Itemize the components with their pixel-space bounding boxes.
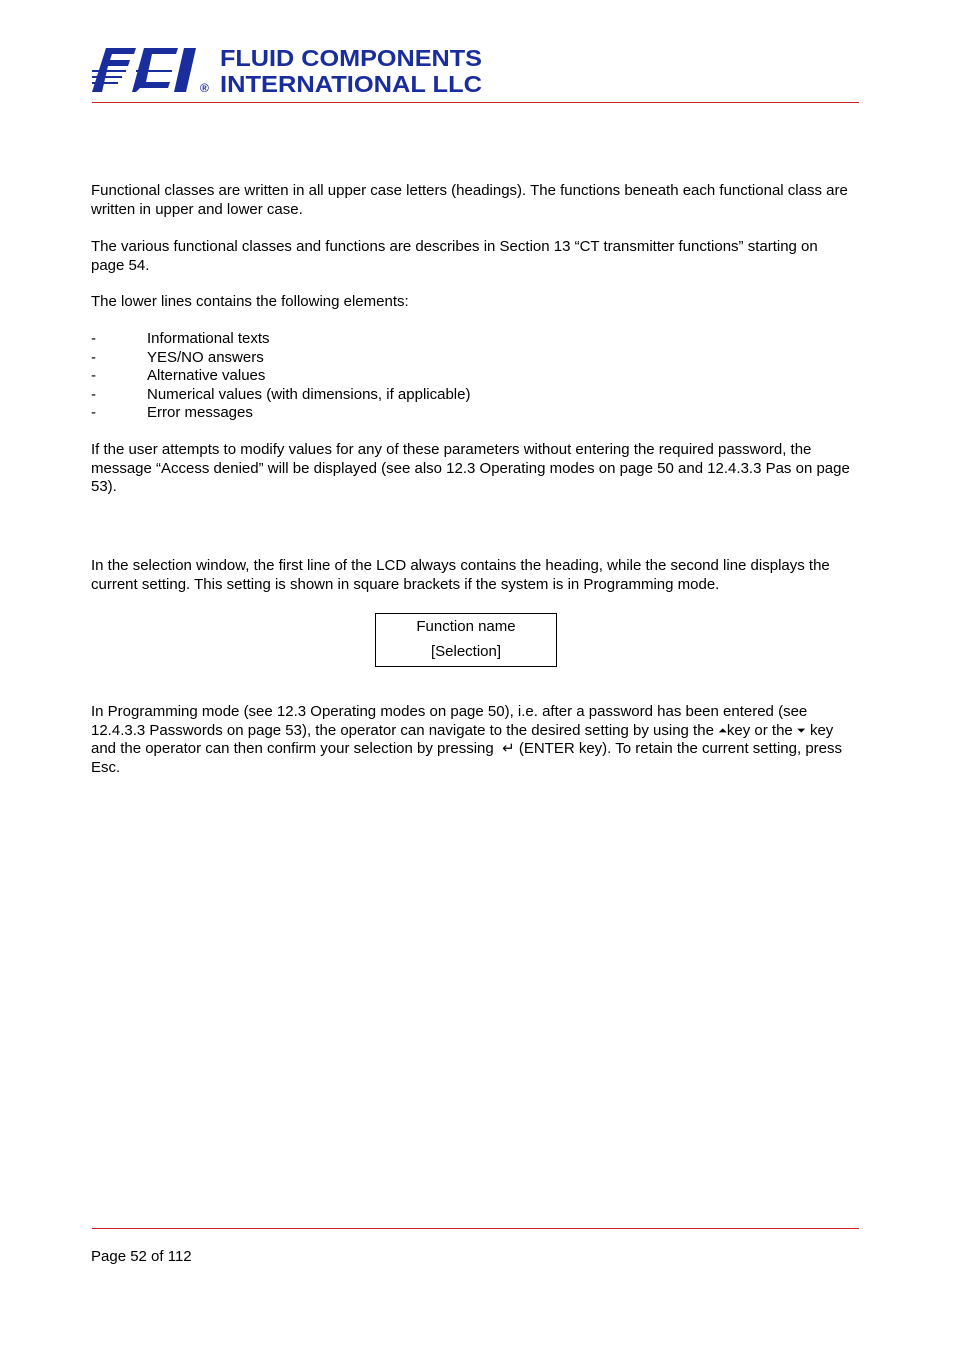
- list-item: - YES/NO answers: [91, 348, 264, 366]
- list-item: - Alternative values: [91, 367, 266, 384]
- lcd-line-1: Function name: [416, 618, 516, 635]
- paragraph-access-denied: If the user attempts to modify values for any of these parameters without entering the required password, the message “Access denied” will be displayed (see also 12.3 Operating modes on page 50 and 12.4.3.3 Pas on page 53).: [91, 441, 850, 495]
- list-marker: -: [91, 385, 96, 403]
- fci-logo: [92, 44, 492, 96]
- list-item: - Error messages: [91, 404, 253, 421]
- paragraph-section-reference: The various functional classes and functions are describes in Section 13 “CT transmitter functions” starting on page 54.: [91, 238, 818, 274]
- header-rule: [92, 102, 859, 103]
- paragraph-lower-lines: The lower lines contains the following elements:: [91, 293, 409, 310]
- logo-line-2: INTERNATIONAL LLC: [220, 71, 482, 96]
- list-item: - Informational texts: [91, 330, 270, 347]
- list-marker: -: [91, 404, 96, 421]
- paragraph-functional-classes: Functional classes are written in all upper case letters (headings). The functions beneath each functional class are written in upper and lower case.: [91, 182, 848, 218]
- enter-key-icon: ↵: [502, 740, 515, 757]
- list-item: - Numerical values (with dimensions, if applicable): [91, 385, 471, 403]
- footer-rule: [92, 1228, 859, 1229]
- paragraph-selection-window: In the selection window, the first line of the LCD always contains the heading, while the second line displays the current setting. This setting is shown in square brackets if the system is in Programming mode.: [91, 557, 830, 593]
- list-marker: -: [91, 367, 96, 384]
- down-arrow-icon: ⏷: [796, 724, 806, 737]
- list-marker: -: [91, 348, 96, 366]
- elements-list: [91, 330, 470, 423]
- page-number: Page 52 of 112: [91, 1248, 192, 1265]
- logo-line-1: FLUID COMPONENTS: [220, 45, 482, 71]
- logo-registered-mark: ®: [200, 81, 209, 95]
- paragraph-programming-mode: In Programming mode (see 12.3 Operating modes on page 50), i.e. after a password has been entered (see 12.4.3.3 Passwords on page 53), the operator can navigate to the desired setting by using the ⏶key or the ⏷ key and the operator can then confirm your selection by pressing ↵ (ENTER key). To retain the current setting, press Esc.: [91, 703, 843, 776]
- lcd-display-example: [375, 613, 557, 667]
- list-marker: -: [91, 330, 96, 347]
- up-arrow-icon: ⏶: [718, 724, 727, 737]
- lcd-line-2: [Selection]: [430, 643, 502, 660]
